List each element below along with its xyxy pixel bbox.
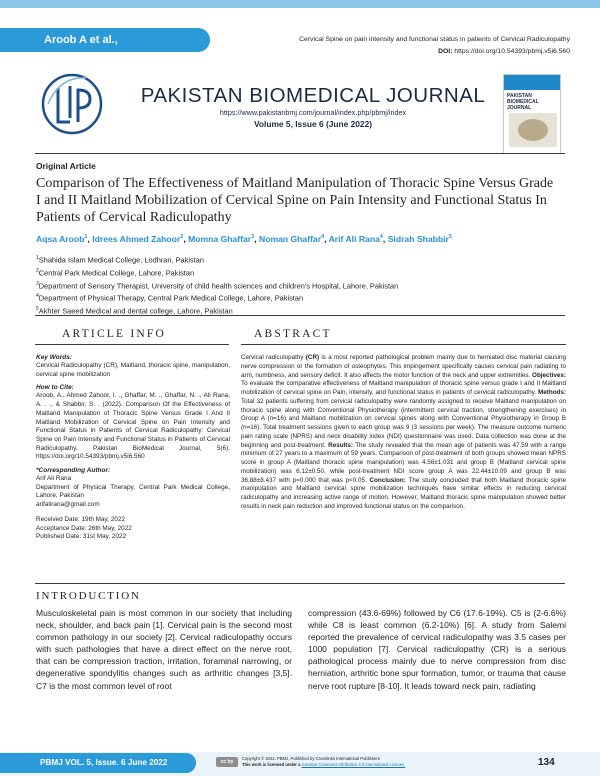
- info-heading-rule: [35, 344, 229, 345]
- conclusion-text: The study concluded that both Maitland thoracic spine manipulation and Maitland cervical spine mobilization techniques have similar effects in reducing cervical radiculopathy and increasing active range of motion. However, Maitland thoracic spine manipulation showed better results in neck pain reduction and improved functional status on the comparison.: [241, 476, 566, 510]
- cover-title: PAKISTAN BIOMEDICAL JOURNAL: [507, 93, 539, 111]
- article-type: Original Article: [36, 161, 96, 171]
- abstract-text: is a most reported pathological problem mainly due to herniated disc material causing nerve compression or the formation of osteophytes. This impingement specifically causes cervical pain radiating to arm, numbness, and sensory deficit. It also affects the motor function of the neck and upper extremities.: [241, 354, 566, 379]
- affiliation-number: 2: [36, 267, 39, 274]
- copyright-line: Copyright © 2022. PBMJ, Published by Crosslinks International Publishers: [242, 756, 380, 761]
- cover-image-figure: [518, 119, 548, 141]
- author-affil-ref: 5: [448, 234, 452, 241]
- citation-text: Aroob, A., Ahmed Zahoor, I. ., Ghaffar, M. ., Ghaffar, N. ., Ali Rana, A. . ., & Shabbir, S. . (2022). Comparison Of the Effectiveness of Maitland Manipulation of Thoracic Spine Versus Grade I And II Maitland Mobilization of Cervical Spine on Pain Intensity and Functional Status in Patients of Cervical Radiculopathy: Cervical Spine on Pain Intensity and Functional Status in Patients of Cervical Radiculopathy. Pakistan BioMedical Journal, 5(6). https://doi.org/10.54393/pbmj.v5i6.560: [36, 392, 230, 461]
- footer-copyright: [242, 756, 522, 768]
- introduction-left-column: Musculoskeletal pain is most common in our society that including neck, shoulder, and back pain [1]. Cervical pain is the second most common pathology in our society [2]. Cervical radiculopathy occurs with such pathologies that have a direct effect on the nerve root, that can be compression traction, irritation, foraminal narrowing, or degenerative spondylitis changes such as arthritic changes [3,5]. C7 is the most common level of root: [36, 608, 292, 691]
- received-date: Received Date: 19th May, 2022: [36, 515, 126, 523]
- license-link[interactable]: Creative Commons Attribution 4.0 International License.: [301, 761, 406, 767]
- affiliation-number: 4: [36, 293, 39, 300]
- doi-link[interactable]: https://doi.org/10.54393/pbmj.v5i6.560: [454, 48, 570, 55]
- affiliation-text: Akhter Saeed Medical and dental college, Lahore, Pakistan: [38, 306, 233, 316]
- journal-cover-thumbnail: [503, 74, 561, 154]
- results-text: The study revealed that the mean age of patients was 47.59 with a range minimum of 27 years to a maximum of 59 years. Comparison of post-treatment of both groups showed mean NPRS score in group A (Maitland thoracic spine manipulation) was 4.56±1.031 and group B (Maitland cervical spine mobilization) was 6.12±0.50, while post-treatment NDI score group A was 22.44±10.09 and group B was 36.88±8.437 with p=0.000 that was p<0.05.: [241, 441, 567, 484]
- affiliation-number: 5: [36, 306, 39, 313]
- doi-label: DOI:: [438, 48, 453, 55]
- published-date: Published Date: 31st May, 2022: [36, 533, 127, 541]
- objectives-label: Objectives:: [532, 371, 566, 379]
- cover-band: [504, 75, 560, 90]
- affiliation-divider: [35, 315, 565, 316]
- affiliation-number: 1: [36, 255, 39, 261]
- page-number: 134: [538, 757, 555, 768]
- abstract-heading: ABSTRACT: [254, 328, 332, 340]
- introduction-right-column: compression (43.6-69%) followed by C6 (17.6-19%). C5 is (2-6.6%) while C8 is least common (6.2-10%) [6]. A study from Salemi reported the prevalence of cervical radiculopathy was 3.5 cases per 1000 population [7]. Cervical radiculopathy (CR) is a serious pathological process mainly due to nerve compression from disc herniation, arthritic bone spur formation, tumor, or trauma that cause nerve root rupture [8-10]. It leads toward neck pain, radiating: [308, 608, 566, 691]
- corresponding-email-link[interactable]: arifalirana@gmail.com: [36, 501, 100, 509]
- publication-dates: [36, 516, 230, 542]
- journal-url-link[interactable]: https://www.pakistanbmj.com/journal/index.php/pbmj/index: [219, 108, 407, 117]
- author-name: Noman Ghaffar: [258, 234, 322, 244]
- journal-title: PAKISTAN BIOMEDICAL JOURNAL: [140, 84, 486, 107]
- affiliation-item: [36, 253, 576, 266]
- abstract-text: Cervical radiculopathy: [241, 354, 306, 361]
- author-list: Aqsa Aroob$^1$, Idrees Ahmed Zahoor$^2$, Momna Ghaffar$^3$, Noman Ghaffar$^4$, Arif Ali Rana$^4$, Sidrah Shabbir$^5$: [36, 234, 452, 244]
- methods-label: Methods:: [538, 389, 566, 396]
- author-name: Aqsa Aroob: [36, 234, 85, 244]
- affiliation-text: Department of Sensory Therapist, University of child health sciences and children's Hospital, Lahore, Pakistan: [38, 281, 399, 290]
- journal-volume: Volume 5, Issue 6 (June 2022): [253, 119, 373, 129]
- keywords-text: Cervical Radiculopathy (CR), Maitland, thoracic spine, manipulation, cervical spine mobilization: [36, 362, 230, 378]
- license-line: [242, 762, 522, 768]
- methods-text: Total 32 patients suffering from cervical radiculopathy were randomly assigned to receive Maitland manipulation on thoracic spine along with Conventional Physiotherapy (intermittent cervical traction, strengthening exercises) in Group A (n=16) and Maitland mobilization on cervical spines along with Conventional Physiotherapy in Group B (n=16). Total treatment sessions given to each group was 9 (3 sessions per week). The measure outcome numeric pain rating scale (NPRS) and neck disability index (NDI) questionnaire was used. Data collection was done at the beginning and post-treatment.: [241, 397, 566, 449]
- author-affil-ref: 4: [379, 234, 383, 241]
- license-text: This work is licensed under a: [242, 761, 302, 767]
- author-name: Arif Ali Rana: [328, 234, 380, 244]
- doi-line: [438, 48, 570, 55]
- author-name: Momna Ghaffar: [188, 234, 252, 244]
- header-divider: [35, 153, 565, 154]
- introduction-heading: INTRODUCTION: [36, 590, 141, 602]
- author-tab: Aroob A et al.,: [0, 28, 210, 52]
- author-affil-ref: 2: [180, 234, 184, 241]
- paper-title: Comparison of The Effectiveness of Maitland Manipulation of Thoracic Spine Versus Grade I and II Maitland Mobilization of Cervical Spine on Pain Intensity and Functional Status In Patients of Cervical Radiculopathy: [36, 176, 554, 225]
- article-info-panel: [36, 349, 230, 542]
- corresponding-name: Arif Ali Rana: [36, 475, 72, 483]
- accepted-date: Acceptance Date: 26th May, 2022: [36, 524, 132, 532]
- corresponding-label: *Corresponding Author:: [36, 467, 111, 475]
- affiliation-item: [36, 291, 576, 304]
- affiliation-item: [36, 279, 576, 292]
- running-title: Cervical Spine on pain intensity and functional status in patients of Cervical Radiculopathy: [299, 36, 570, 43]
- author-affil-ref: 4: [321, 234, 325, 241]
- abstract-body: [241, 354, 566, 512]
- cc-license-icon: cc by: [216, 757, 238, 767]
- footer-journal-tab: PBMJ VOL. 5, Issue. 6 June 2022: [0, 753, 196, 773]
- author-affil-ref: 3: [251, 234, 255, 241]
- article-info-heading: ARTICLE INFO: [62, 328, 166, 340]
- author-name: Idrees Ahmed Zahoor: [92, 234, 181, 244]
- conclusion-label: Conclusion:: [369, 476, 406, 484]
- affiliation-list: [36, 253, 576, 317]
- affiliation-text: Central Park Medical College, Lahore, Pakistan: [38, 268, 195, 278]
- objectives-text: To evaluate the comparative effectiveness of Maitland manipulation of thoracic spine versus grade I and II Maitland mobilization of cervical spine on Pain, intensity, and functional status in patients of cervical radiculopathy.: [241, 380, 566, 396]
- abstract-divider: [35, 583, 565, 584]
- author-name: Sidrah Shabbir: [387, 234, 449, 244]
- abstract-heading-rule: [241, 344, 566, 345]
- journal-logo-icon: [40, 66, 104, 144]
- top-color-strip: [0, 0, 600, 8]
- affiliation-number: 3: [36, 280, 39, 287]
- cite-label: How to Cite:: [36, 384, 74, 392]
- keywords-label: Key Words:: [36, 354, 72, 361]
- corresponding-department: Department of Physical Therapy, Central Park Medical College, Lahore, Pakistan: [36, 483, 230, 500]
- results-label: Results:: [328, 441, 353, 449]
- affiliation-text: Department of Physical Therapy, Central Park Medical College, Lahore, Pakistan: [38, 293, 304, 303]
- author-affil-ref: 1: [84, 234, 88, 241]
- abstract-abbrev: (CR): [305, 354, 320, 361]
- affiliation-item: [36, 266, 576, 279]
- affiliation-text: Shahida Islam Medical College, Lodhran, Pakistan: [38, 255, 204, 265]
